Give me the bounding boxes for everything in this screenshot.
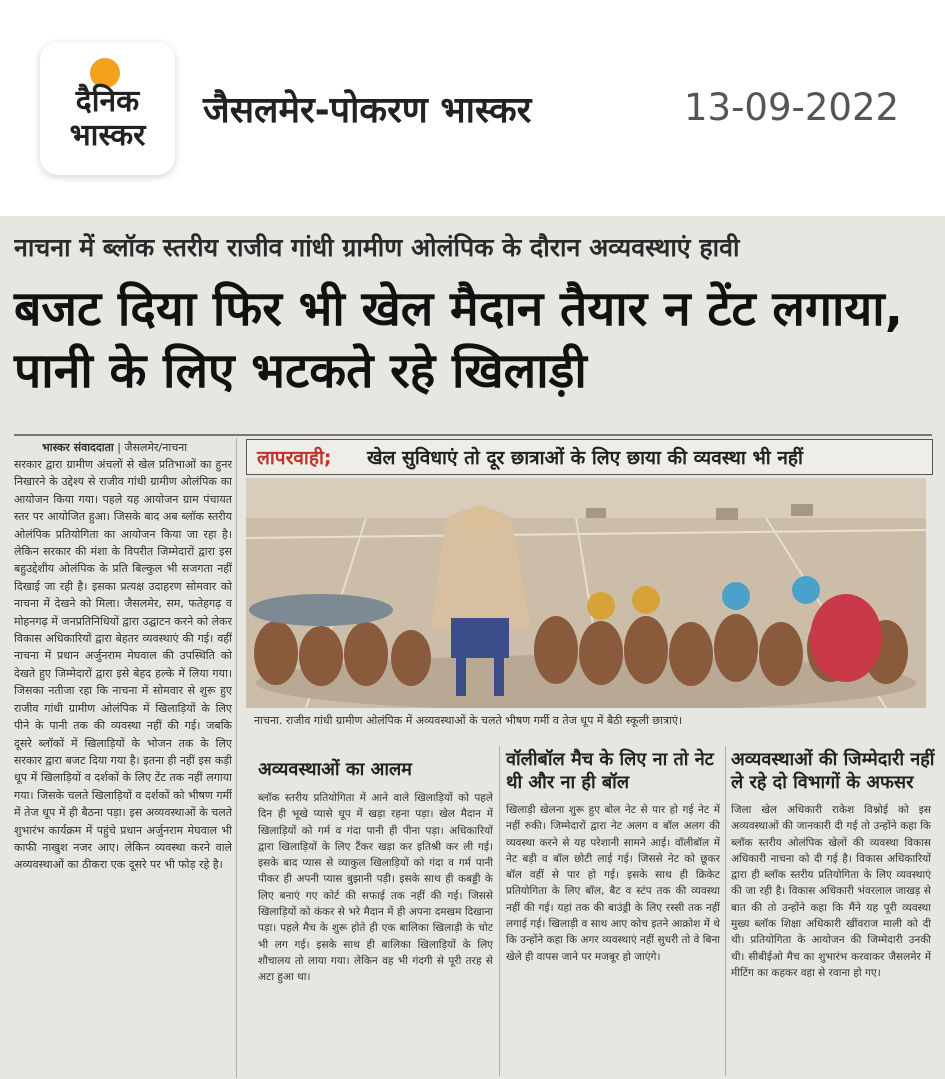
publication-date: 13-09-2022 — [684, 86, 900, 129]
byline-source: भास्कर संवाददाता — [42, 441, 114, 454]
photo-caption: नाचना. राजीव गांधी ग्रामीण ओलंपिक में अव्यवस्थाओं के चलते भीषण गर्मी व तेज धूप में बैठी स्कूली छात्राएं। — [254, 714, 683, 727]
logo-text-line2: भास्कर — [69, 118, 146, 153]
section-1-text: ब्लॉक स्तरीय प्रतियोगिता में आने वाले खिलाड़ियों को पहले दिन ही भूखे प्यासे धूप में खड़ा रहना पड़ा। खेल मैदान में खिलाड़ियों को गर्म व गंदा पानी ही पीना पड़ा। अधिकारियों द्वारा खिलाड़ियों के लिए टैंकर खड़ा कर इतिश्री कर ली गई। इसके बाद प्यास से व्याकुल खिलाड़ियों को गंदा व गर्म पानी पीकर ही अपनी प्यास बुझानी पड़ी। इसके साथ ही कबड्डी के लिए बनाएं गए कोर्ट की सफाई तक नहीं की गई। जिससे खिलाड़ियों को कंकर से भरे मैदान में ही अपना दमखम दिखाना पड़ा। पहले मैच के शुरू होते ही एक बालिका खिलाड़ी के चोट भी लग गई। इसके साथ ही बालिका खिलाड़ियों के लिए शौचालय तो लाया गया। लेकिन वह भी गंदगी से पूरी तरह से अटा हुआ था। — [258, 792, 493, 984]
section-3-text: जिला खेल अधिकारी राकेश विश्नोई को इस अव्यवस्थाओं की जानकारी दी गई तो उन्होंने कहा कि ब्लॉक स्तरीय ओलंपिक खेलों की व्यवस्था विकास अधिकारी नाचना को दी गई है। विकास अधिकारियों द्वारा ही ब्लॉक स्तरीय प्रतियोगिता के लिए व्यवस्थाएं की जा रही है। विकास अधिकारी भंवरलाल जाखड़ से बात की तो उन्होंने कहा कि मैंने यह पूरी व्यवस्था मुख्य ब्लॉक शिक्षा अधिकारी खींवराज माली को दी थी। प्रतियोगिता के आयोजन की जिम्मेदारी उनकी थी। सीबीईओ मैच का शुभारंभ करवाकर जैसलमेर में मीटिंग का कहकर वहा से रवाना हो गए। — [731, 804, 931, 979]
article-kicker: नाचना में ब्लॉक स्तरीय राजीव गांधी ग्रामीण ओलंपिक के दौरान अव्यवस्थाएं हावी — [14, 233, 740, 262]
edition-title: जैसलमेर-पोकरण भास्कर — [203, 90, 532, 131]
column-divider — [499, 746, 500, 1076]
dainik-bhaskar-logo — [40, 42, 175, 175]
article-headline: बजट दिया फिर भी खेल मैदान तैयार न टेंट लगाया, पानी के लिए भटकते रहे खिलाड़ी — [14, 281, 903, 399]
byline — [42, 440, 187, 455]
column-divider — [236, 438, 237, 1078]
byline-place: | जैसलमेर/नाचना — [117, 441, 188, 454]
section-2-text: खिलाड़ी खेलना शुरू हुए बोल नेट से पार हो गई नेट में नहीं रुकी। जिम्मेदारों द्वारा नेट अलग व बॉल अलग की व्यवस्था करने से यह परेशानी सामने आई। वॉलीबॉल में नेट बड़ी व बॉल छोटी लाई गई। जिससे नेट को छूकर बॉल वहीं से पार हो गई। इसके साथ ही क्रिकेट प्रतियोगिता के लिए बॉल, बैट व स्टंप तक की व्यवस्था नहीं की गई। यहां तक की बाउंड्री के लिए रस्सी तक नहीं लगाई गई। खिलाड़ी व साथ आए कोच इतने आक्रोश में थे कि उन्होंने कहा कि अगर व्यवस्थाएं नहीं सुधरी तो वे बिना खेले ही वापस जाने पर मजबूर हो जाएंगे। — [506, 804, 720, 963]
photo-headline — [246, 439, 933, 475]
newspaper-clipping — [0, 216, 945, 1079]
divider — [14, 434, 932, 436]
column-divider — [725, 746, 726, 1076]
photo-label: लापरवाही; — [257, 447, 332, 469]
section-1-title: अव्यवस्थाओं का आलम — [258, 759, 412, 780]
article-body-column-1: सरकार द्वारा ग्रामीण अंचलों से खेल प्रतिभाओं का हुनर निखारने के उद्देश्य से राजीव गांधी ग्रामीण ओलंपिक का आयोजन किया गया। पहले यह आयोजन ग्राम पंचायत स्तर पर आयोजित हुआ। जिसके बाद अब ब्लॉक स्तरीय ओलंपिक प्रतियोगिता का आयोजन किया जा रहा है। लेकिन सरकार की मंशा के विपरीत जिम्मेदारों द्वारा इस बहुउद्देशीय ओलंपिक के प्रति बिल्कुल भी सजगता नहीं दिखाई जा रही है। इसका प्रत्यक्ष उदाहरण सोमवार को नाचना में देखने को मिला। जैसलमेर, सम, फतेहगढ़ व मोहनगढ़ में जनप्रतिनिधियों द्वारा उद्घाटन करने को लेकर विकास अधिकारियों द्वारा बेहतर व्यवस्थाएं की गई। वहीं नाचना में प्रधान अर्जुनराम मेघवाल की उपस्थिति को देखते हुए जिम्मेदारों द्वारा इसे बेहद हल्के में लिया गया। जिसका नतीजा रहा कि नाचना में सोमवार से शुरू हुए राजीव गांधी ग्रामीण ओलंपिक में खिलाड़ियों के लिए पीने के पानी तक की व्यवस्था नहीं की गई। जबकि दूसरे ब्लॉकों में खिलाड़ियों के भोजन तक के लिए सरकार द्वारा बजट दिया गया है। इतना ही नहीं इस कड़ी धूप में खिलाड़ियों व दर्शकों के लिए टेंट तक नहीं लगाया गया। जिसके चलते खिलाड़ियों व दर्शकों को भीषण गर्मी में तेज धूप में ही बैठना पड़ा। इस अव्यवस्थाओं के चलते शुभारंभ कार्यक्रम में पहुंचे प्रधान अर्जुनराम मेघवाल भी काफी नाखुश नजर आए। लेकिन व्यवस्था करने वाले अव्यवस्थाओं का ठीकरा एक दूसरे पर भी फोड़ रहे है। — [14, 458, 232, 872]
news-photo — [246, 478, 926, 708]
section-2-title: वॉलीबॉल मैच के लिए ना तो नेट थी और ना ही बॉल — [506, 749, 714, 793]
section-3-title: अव्यवस्थाओं की जिम्मेदारी नहीं ले रहे दो विभागों के अफसर — [731, 749, 935, 793]
logo-text-line1: दैनिक — [75, 84, 140, 119]
photo-title: खेल सुविधाएं तो दूर छात्राओं के लिए छाया की व्यवस्था भी नहीं — [367, 447, 803, 469]
